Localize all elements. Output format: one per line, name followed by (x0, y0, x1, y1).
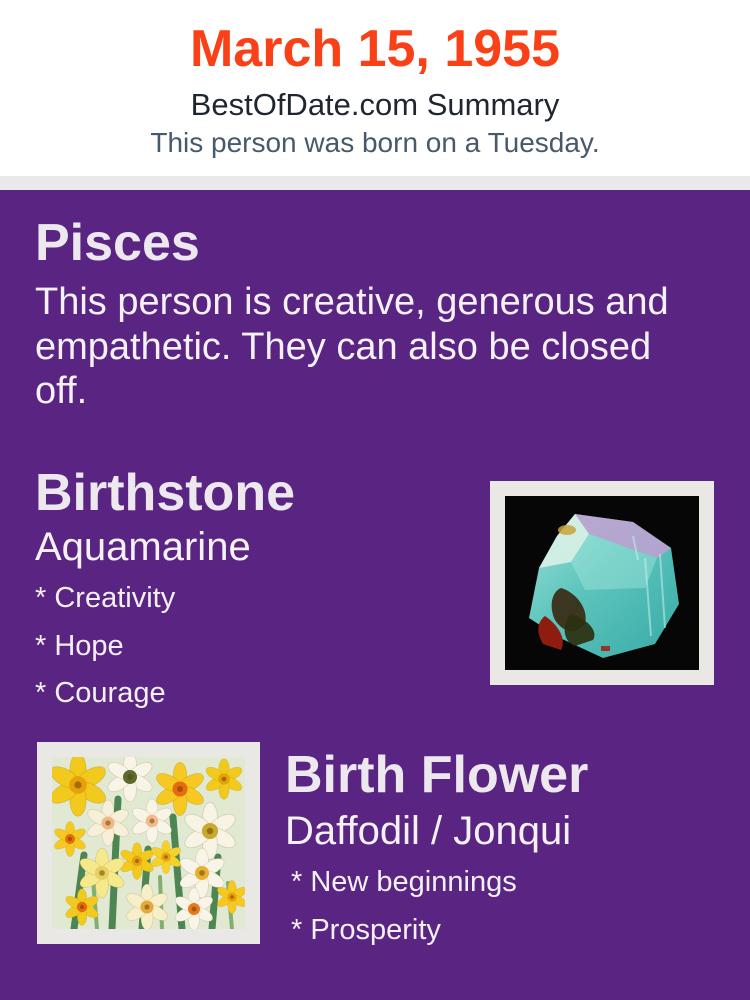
birthstone-trait: * Hope (35, 629, 124, 662)
born-day-line: This person was born on a Tuesday. (150, 127, 600, 159)
birth-flower-traits-list (285, 866, 715, 947)
birthstone-traits-list (35, 582, 475, 710)
divider-strip (0, 176, 750, 190)
birth-flower-trait: * New beginnings (291, 866, 517, 899)
birth-flower-trait: * Prosperity (291, 913, 441, 946)
birth-flower-section (285, 747, 715, 961)
zodiac-section (35, 212, 680, 414)
birthstone-trait: * Creativity (35, 582, 176, 615)
birth-flower-title: Birth Flower (285, 746, 589, 804)
birth-flower-name: Daffodil / Jonqui (285, 809, 572, 854)
daffodil-flowers-photo (37, 742, 260, 944)
birthstone-title: Birthstone (35, 464, 295, 522)
daffodil-flowers-illustration (52, 757, 245, 929)
aquamarine-stone-photo (490, 481, 714, 685)
zodiac-description: This person is creative, generous and empathetic. They can also be closed off. (35, 281, 669, 413)
page-title: March 15, 1955 (189, 20, 561, 78)
header (0, 0, 750, 176)
aquamarine-stone-illustration (505, 496, 699, 670)
main-purple-section (0, 190, 750, 1000)
birthstone-section (35, 462, 475, 724)
zodiac-title: Pisces (35, 214, 200, 272)
birthstone-name: Aquamarine (35, 525, 251, 570)
birthstone-trait: * Courage (35, 677, 166, 710)
site-summary: BestOfDate.com Summary (190, 86, 560, 122)
